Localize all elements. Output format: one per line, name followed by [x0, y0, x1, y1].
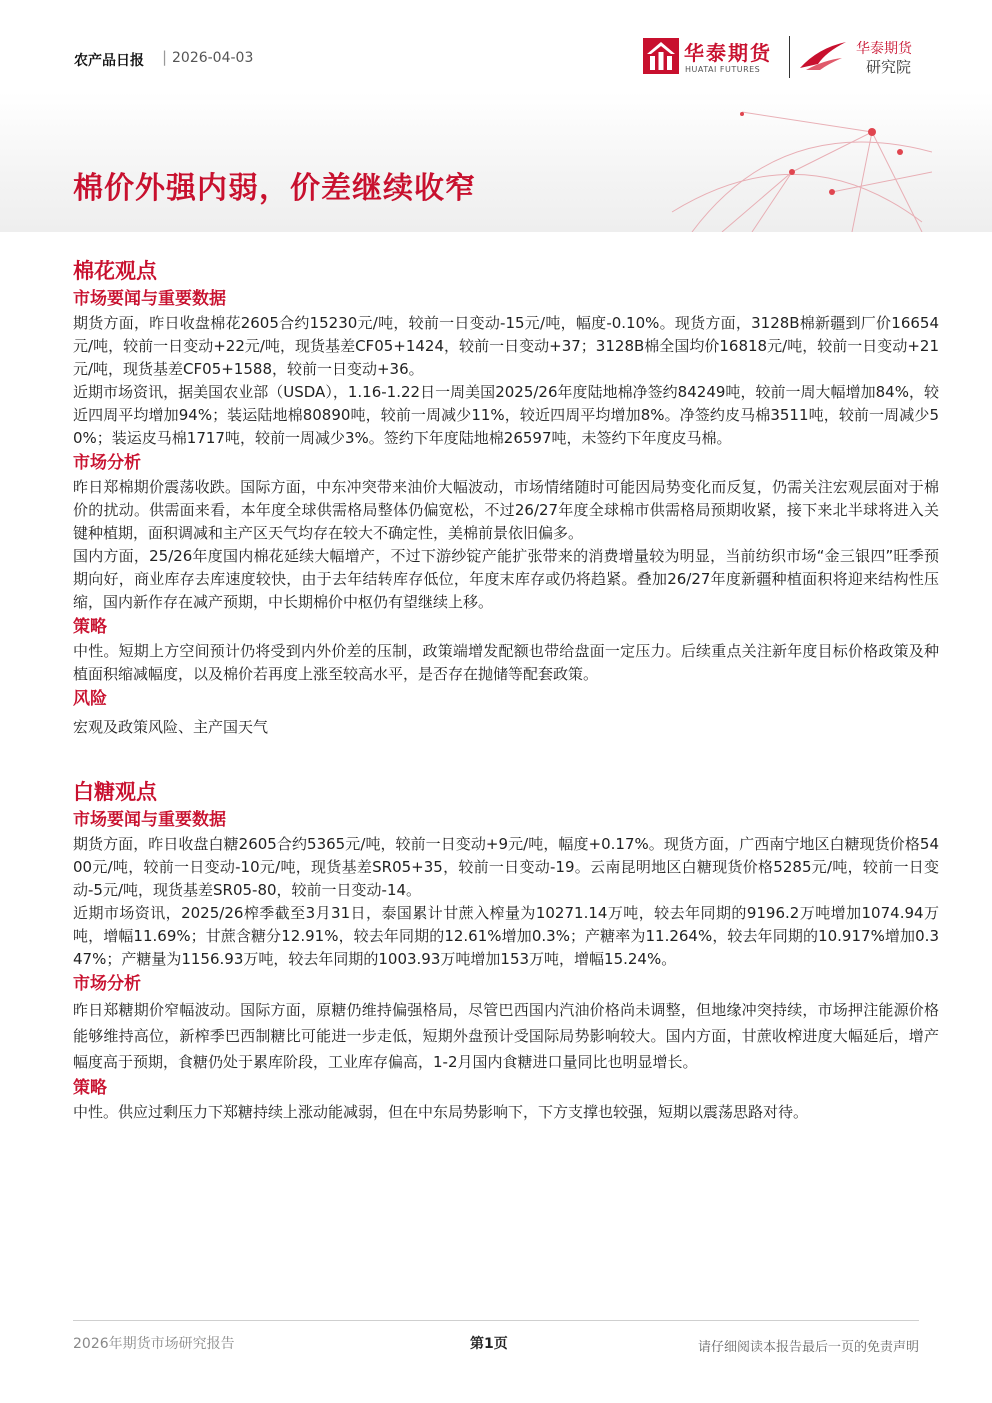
section-cotton [73, 252, 939, 739]
paragraph: 宏观及政策风险、主产国天气 [73, 718, 269, 736]
institute-logo-icon [798, 38, 848, 74]
paragraph: 昨日郑棉期价震荡收跌。国际方面，中东冲突带来油价大幅波动，市场情绪随时可能因局势变化而反复，仍需关注宏观层面对于棉价的扰动。供需面来看，本年度全球供需格局整体仍偏宽松，不过26/27年度全球棉市供需格局预期收紧，接下来北半球将进入关键种植期，面积调减和主产区天气均存在较大不确定性，美棉前景依旧偏多。 [73, 478, 939, 542]
page-title: 棉价外强内弱，价差继续收窄 [73, 171, 476, 206]
paragraph: 期货方面，昨日收盘棉花2605合约15230元/吨，较前一日变动-15元/吨，幅度-0.10%。现货方面，3128B棉新疆到厂价16654元/吨，较前一日变动+22元/吨，现货基差CF05+1424，较前一日变动+37；3128B棉全国均价16818元/吨，较前一日变动+21元/吨，现货基差CF05+1588，较前一日变动+36。 [73, 314, 939, 378]
report-body [73, 252, 939, 1124]
block-news [73, 807, 939, 971]
subsection-title: 市场要闻与重要数据 [73, 289, 226, 309]
huatai-logo-icon [643, 38, 679, 74]
header-separator: | [162, 48, 168, 66]
block-analysis [73, 450, 939, 614]
institute-name-line2: 研究院 [866, 58, 912, 76]
brand-name-cn: 华泰期货 [684, 41, 772, 65]
paragraph: 中性。供应过剩压力下郑糖持续上涨动能减弱，但在中东局势影响下，下方支撑也较强，短期以震荡思路对待。 [73, 1103, 809, 1121]
subsection-title: 策略 [73, 617, 107, 637]
page-number: 第1页 [470, 1336, 508, 1352]
page-header [0, 0, 992, 90]
institute-name-line1: 华泰期货 [856, 41, 912, 57]
brand-name-en: HUATAI FUTURES [685, 65, 761, 74]
section-heading: 白糖观点 [73, 780, 157, 804]
subsection-title: 风险 [73, 689, 107, 709]
block-strategy [73, 1075, 939, 1124]
paragraph: 期货方面，昨日收盘白糖2605合约5365元/吨，较前一日变动+9元/吨，幅度+0.17%。现货方面，广西南宁地区白糖现货价格5400元/吨，较前一日变动-10元/吨，现货基差SR05+35，较前一日变动-19。云南昆明地区白糖现货价格5285元/吨，较前一日变动-5元/吨，现货基差SR05-80，较前一日变动-14。 [73, 835, 939, 899]
block-risk [73, 686, 939, 739]
paragraph: 国内方面，25/26年度国内棉花延续大幅增产，不过下游纱锭产能扩张带来的消费增量较为明显，当前纺织市场“金三银四”旺季预期向好，商业库存去库速度较快，由于去年结转库存低位，年度末库存或仍将趋紧。叠加26/27年度新疆种植面积将迎来结构性压缩，国内新作存在减产预期，中长期棉价中枢仍有望继续上移。 [73, 547, 939, 611]
paragraph: 昨日郑糖期价窄幅波动。国际方面，原糖仍维持偏强格局，尽管巴西国内汽油价格尚未调整，但地缘冲突持续，市场押注能源价格能够维持高位，新榨季巴西制糖比可能进一步走低，短期外盘预计受国际局势影响较大。国内方面，甘蔗收榨进度大幅延后，增产幅度高于预期，食糖仍处于累库阶段，工业库存偏高，1-2月国内食糖进口量同比也明显增长。 [73, 1001, 939, 1071]
subsection-title: 策略 [73, 1078, 107, 1098]
report-date: 2026-04-03 [172, 50, 254, 66]
paragraph: 近期市场资讯，2025/26榨季截至3月31日，泰国累计甘蔗入榨量为10271.14万吨，较去年同期的9196.2万吨增加1074.94万吨，增幅11.69%；甘蔗含糖分12.91%，较去年同期的12.61%增加0.3%；产糖率为11.264%，较去年同期的10.917%增加0.347%；产糖量为1156.93万吨，较去年同期的1003.93万吨增加153万吨，增幅15.24%。 [73, 904, 939, 968]
subsection-title: 市场分析 [73, 974, 141, 994]
footer-report-name: 2026年期货市场研究报告 [73, 1336, 235, 1352]
block-analysis [73, 971, 939, 1075]
section-sugar [73, 773, 939, 1124]
disclaimer-note: 请仔细阅读本报告最后一页的免责声明 [697, 1340, 919, 1355]
report-type: 农产品日报 [74, 53, 144, 69]
subsection-title: 市场分析 [73, 453, 141, 473]
subsection-title: 市场要闻与重要数据 [73, 810, 226, 830]
paragraph: 近期市场资讯，据美国农业部（USDA），1.16-1.22日一周美国2025/26年度陆地棉净签约84249吨，较前一周大幅增加84%，较近四周平均增加94%；装运陆地棉80890吨，较前一周减少11%，较近四周平均增加8%。净签约皮马棉3511吨，较前一周减少50%；装运皮马棉1717吨，较前一周减少3%。签约下年度陆地棉26597吨，未签约下年度皮马棉。 [73, 383, 939, 447]
block-news [73, 286, 939, 450]
block-strategy [73, 614, 939, 686]
logo-divider [789, 36, 790, 78]
paragraph: 中性。短期上方空间预计仍将受到内外价差的压制，政策端增发配额也带给盘面一定压力。后续重点关注新年度目标价格政策及种植面积缩减幅度，以及棉价若再度上涨至较高水平，是否存在抛储等配套政策。 [73, 642, 939, 683]
section-heading: 棉花观点 [73, 259, 157, 283]
footer-divider [73, 1320, 919, 1321]
network-globe-decoration-icon [632, 92, 932, 232]
